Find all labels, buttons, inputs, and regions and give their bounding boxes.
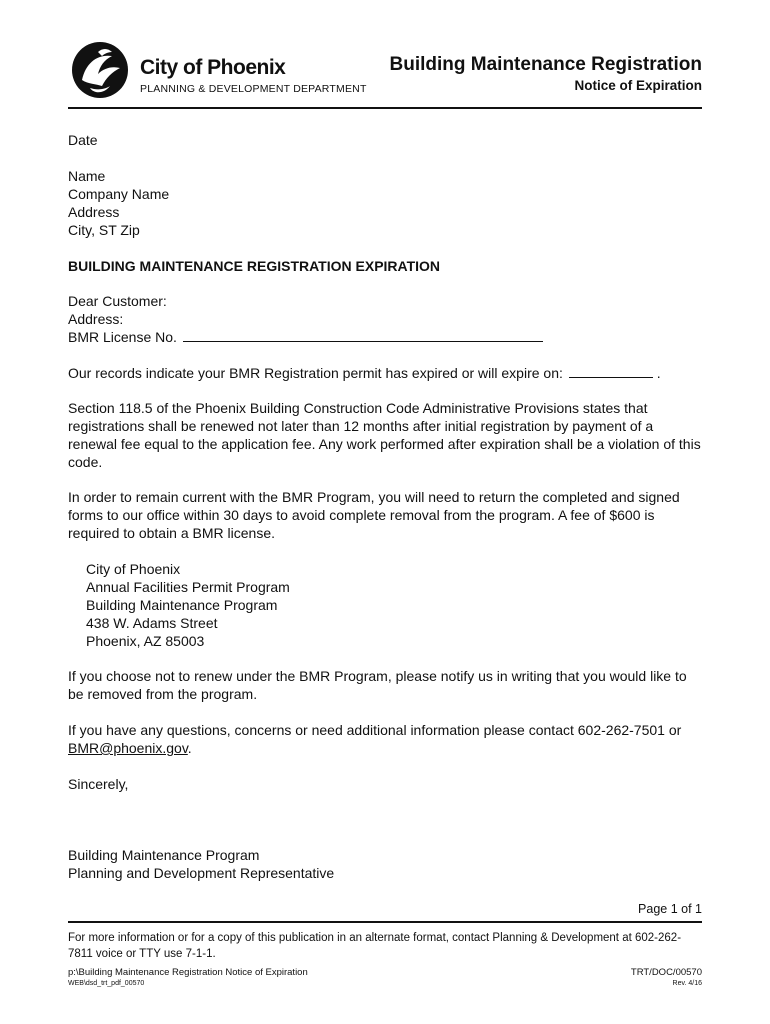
closing: Sincerely,: [68, 776, 129, 792]
records-text: Our records indicate your BMR Registration permit has expired or will expire on:: [68, 365, 563, 381]
subject-line: BUILDING MAINTENANCE REGISTRATION EXPIRATION: [68, 258, 441, 274]
license-line: [68, 328, 543, 346]
recipient-city: City, ST Zip: [68, 222, 140, 238]
records-line: [68, 364, 661, 382]
salutation: Dear Customer:: [68, 293, 167, 309]
footer-doc-code: TRT/DOC/00570: [630, 967, 702, 978]
expiration-date-blank: [569, 364, 653, 378]
contact-paragraph: [68, 721, 690, 757]
records-end: .: [656, 365, 661, 381]
contact-email-link[interactable]: BMR@phoenix.gov: [68, 740, 188, 756]
footer-info: For more information or for a copy of this publication in an alternate format, contact Planning & Development at 602-262-7811 voice or TTY use 7-1-1.: [68, 932, 682, 960]
footer-path: p:\Building Maintenance Registration Notice of Expiration: [68, 967, 308, 978]
mail-org: City of Phoenix: [86, 561, 181, 577]
mail-subprogram: Building Maintenance Program: [86, 597, 278, 613]
department-name: PLANNING & DEVELOPMENT DEPARTMENT: [140, 83, 367, 95]
org-name: City of Phoenix: [140, 56, 286, 79]
recipient-address: Address: [68, 204, 120, 220]
mail-street: 438 W. Adams Street: [86, 615, 218, 631]
phoenix-bird-logo-icon: [68, 40, 132, 100]
header-divider: [68, 107, 702, 109]
footer-web-id: WEB\dsd_trt_pdf_00570: [68, 980, 145, 987]
page-number: Page 1 of 1: [638, 902, 702, 916]
remain-paragraph: In order to remain current with the BMR Program, you will need to return the completed and signed forms to our office within 30 days to avoid complete removal from the program. A fee of $600 is required to obtain a BMR license.: [68, 489, 680, 541]
footer-revision: Rev. 4/16: [672, 980, 702, 987]
signature-program: Building Maintenance Program: [68, 847, 260, 863]
recipient-name: Name: [68, 168, 106, 184]
signature-title: Planning and Development Representative: [68, 865, 335, 881]
section-paragraph: Section 118.5 of the Phoenix Building Construction Code Administrative Provisions states that registrations shall be renewed not later than 12 months after initial registration by payment of a renewal fee equal to the application fee. Any work performed after expiration shall be a violation of this code.: [68, 400, 701, 470]
optout-paragraph: If you choose not to renew under the BMR Program, please notify us in writing that you would like to be removed from the program.: [68, 668, 687, 702]
contact-text: If you have any questions, concerns or need additional information please contact 602-262-7501 or: [68, 722, 682, 738]
address-label: Address:: [68, 311, 124, 327]
recipient-company: Company Name: [68, 186, 170, 202]
contact-end: .: [187, 740, 192, 756]
license-label: BMR License No.: [68, 329, 177, 345]
document-title: Building Maintenance Registration: [389, 54, 702, 75]
date-line: Date: [68, 132, 98, 148]
mail-program: Annual Facilities Permit Program: [86, 579, 290, 595]
mail-city: Phoenix, AZ 85003: [86, 633, 205, 649]
footer-divider: [68, 921, 702, 923]
document-subtitle: Notice of Expiration: [574, 78, 702, 93]
license-number-blank: [183, 328, 543, 342]
